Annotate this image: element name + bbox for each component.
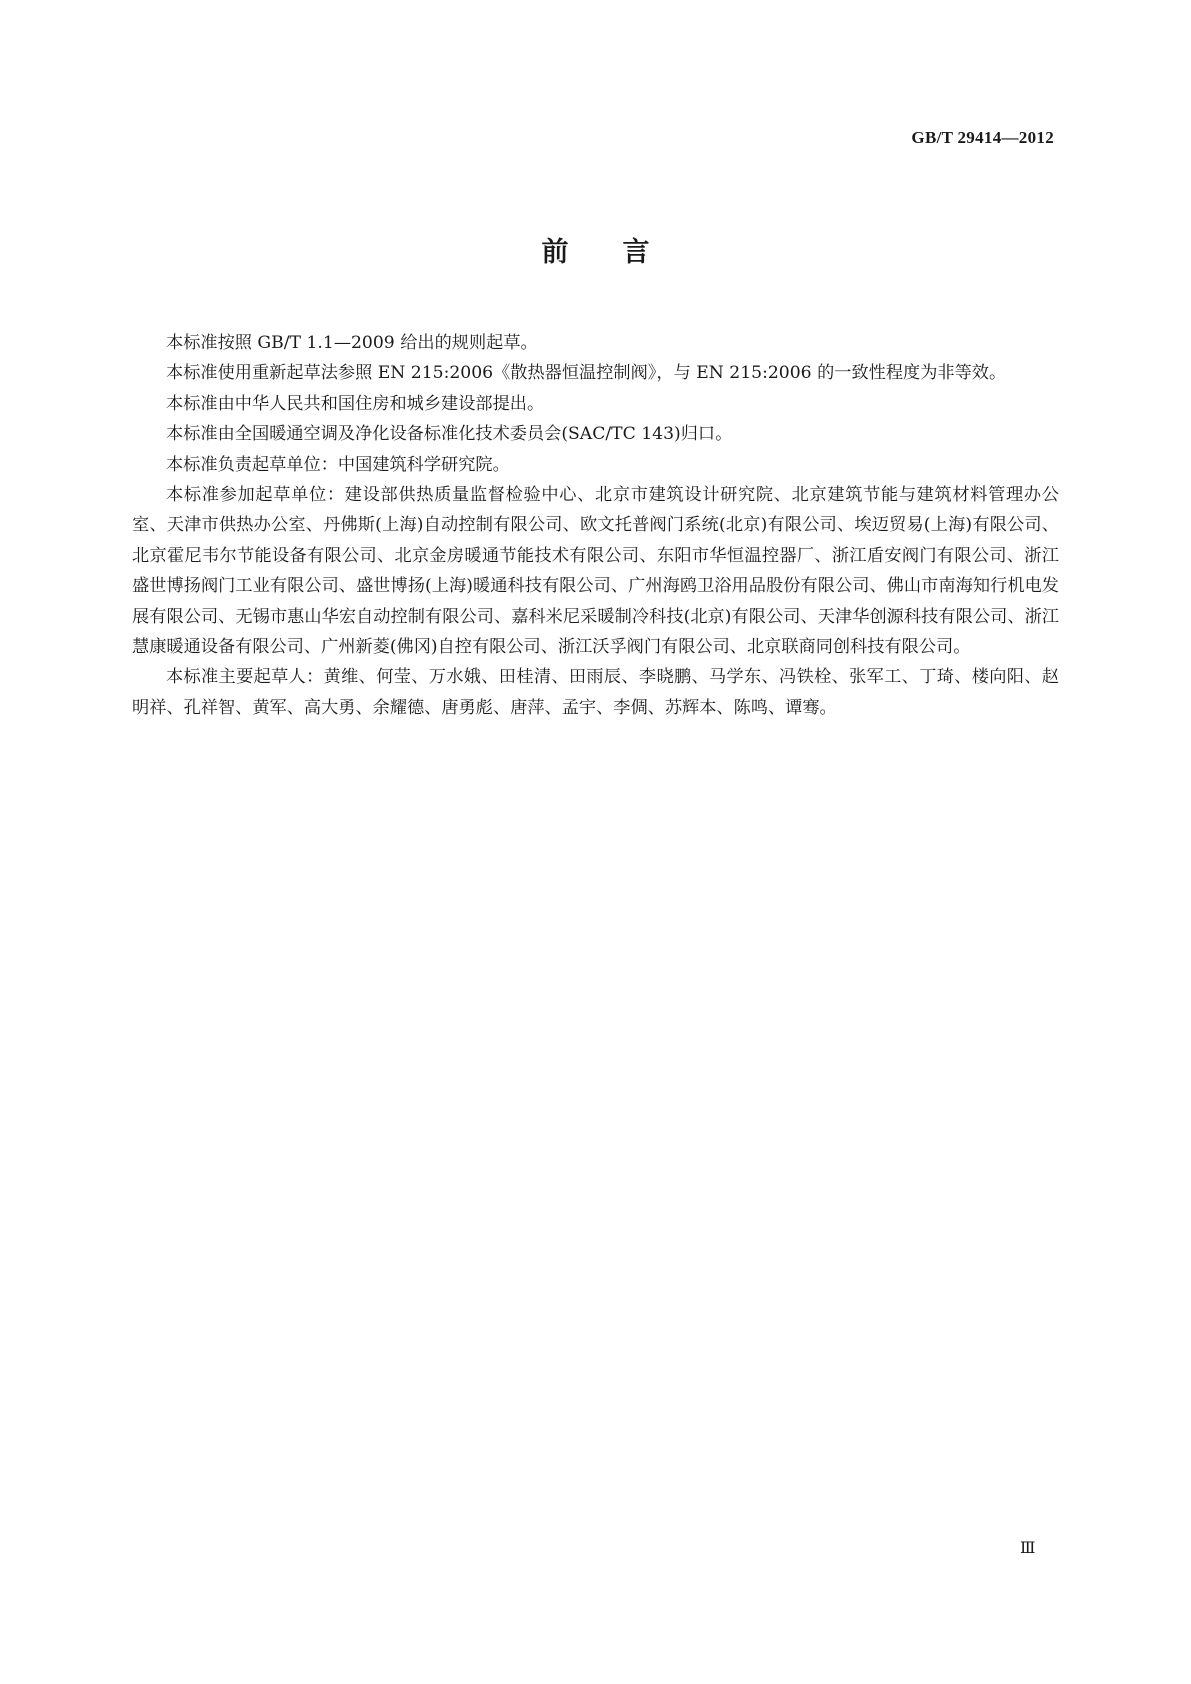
paragraph-main-drafters: 本标准主要起草人：黄维、何莹、万水娥、田桂清、田雨辰、李晓鹏、马学东、冯铁栓、张军工、丁琦、楼向阳、赵明祥、孔祥智、黄军、高大勇、余耀德、唐勇彪、唐萍、孟宇、李倜、苏辉本、陈鸣、谭骞。 [132, 667, 1059, 718]
document-body [132, 328, 1059, 723]
page-number: Ⅲ [1020, 1540, 1035, 1557]
paragraph-reference-standard: 本标准使用重新起草法参照 EN 215:2006《散热器恒温控制阀》，与 EN 215:2006 的一致性程度为非等效。 [166, 363, 1007, 384]
standard-code: GB/T 29414—2012 [911, 128, 1054, 147]
paragraph-drafting-rules: 本标准按照 GB/T 1.1—2009 给出的规则起草。 [166, 333, 538, 353]
page-title: 前言 [541, 237, 704, 268]
paragraph-committee: 本标准由全国暖通空调及净化设备标准化技术委员会(SAC/TC 143)归口。 [166, 424, 733, 445]
paragraph-proposer: 本标准由中华人民共和国住房和城乡建设部提出。 [166, 393, 545, 414]
paragraph-participating-units: 本标准参加起草单位：建设部供热质量监督检验中心、北京市建筑设计研究院、北京建筑节能与建筑材料管理办公室、天津市供热办公室、丹佛斯(上海)自动控制有限公司、欧文托普阀门系统(北京)有限公司、埃迈贸易(上海)有限公司、北京霍尼韦尔节能设备有限公司、北京金房暖通节能技术有限公司、东阳市华恒温控器厂、浙江盾安阀门有限公司、浙江盛世博扬阀门工业有限公司、盛世博扬(上海)暖通科技有限公司、广州海鸥卫浴用品股份有限公司、佛山市南海知行机电发展有限公司、无锡市惠山华宏自动控制有限公司、嘉科米尼采暖制冷科技(北京)有限公司、天津华创源科技有限公司、浙江慧康暖通设备有限公司、广州新菱(佛冈)自控有限公司、浙江沃孚阀门有限公司、北京联商同创科技有限公司。 [132, 485, 1059, 658]
paragraph-lead-drafter: 本标准负责起草单位：中国建筑科学研究院。 [166, 454, 510, 475]
